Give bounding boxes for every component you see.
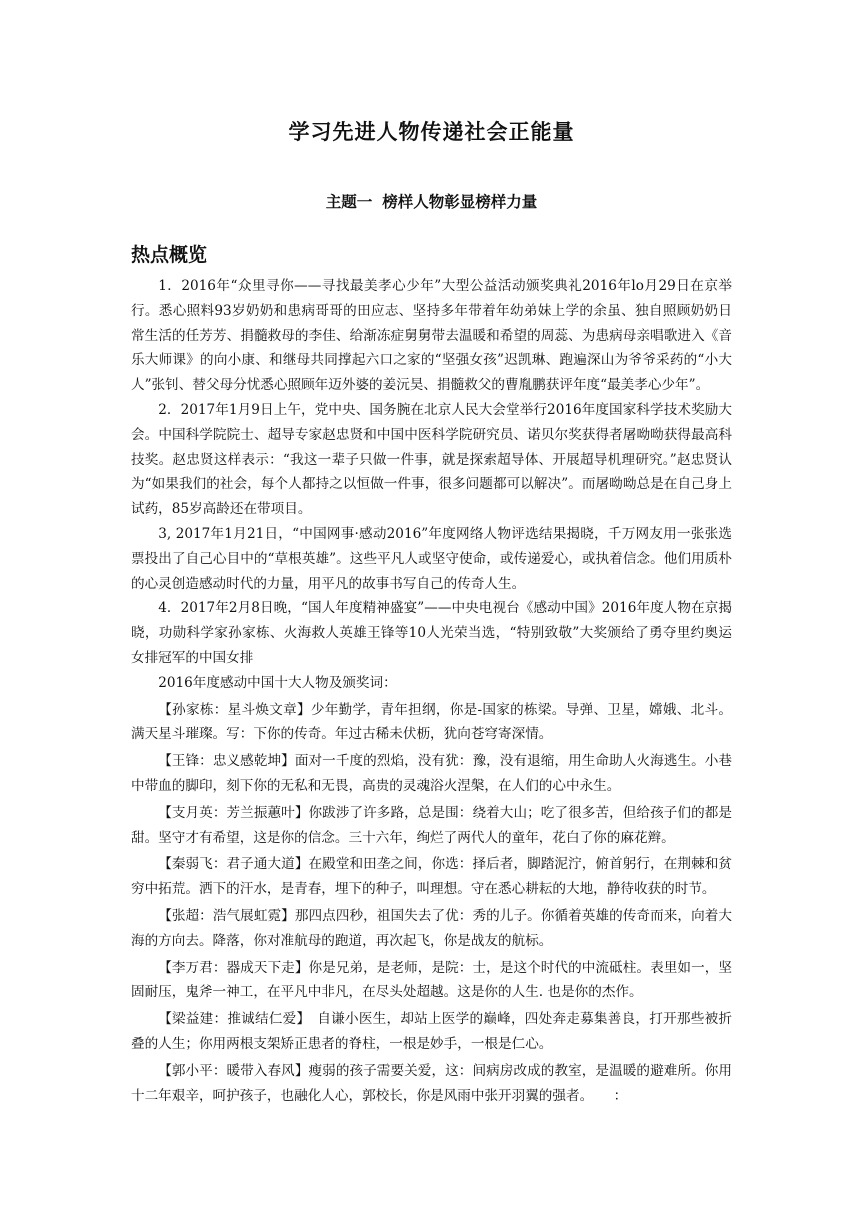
page-title: 学习先进人物传递社会正能量 <box>288 120 575 144</box>
award-item: 【张超：浩气展虹霓】那四点四秒，祖国失去了优：秀的儿子。你循着英雄的传奇而来，向着大海的方向去。降落，你对准航母的跑道，再次起飞，你是战友的航标。 <box>131 907 732 949</box>
award-list-intro: 2016年度感动中国十大人物及颁奖词： <box>158 674 397 691</box>
paragraph-1: 1．2016年“众里寻你——寻找最美孝心少年”大型公益活动颁奖典礼2016年lo月29日在京举行。悉心照料93岁奶奶和患病哥哥的田应志、坚持多年带着年幼弟妹上学的余虽、独自照顾奶奶日常生活的任芳芳、捐髓救母的李佳、给渐冻症舅舅带去温暖和希望的周蕊、为患病母亲唱歌进入《音乐大师课》的向小康、和继母共同撑起六口之家的“坚强女孩”迟凯琳、跑遍深山为爷爷采药的“小大人”张钊、替父母分忧悉心照顾年迈外婆的姜沅昊、捐髓救父的曹胤鹏获评年度“最美孝心少年”。 <box>131 278 732 394</box>
award-item: 【郭小平：暖带入春风】瘦弱的孩子需要关爱，这：间病房改成的教室，是温暖的避难所。你用十二年艰辛，呵护孩子，也融化人心，郭校长，你是风雨中张开羽翼的强者。 ： <box>131 1062 732 1104</box>
award-item: 【梁益建：推诚结仁爱】 自谦小医生，却站上医学的巅峰，四处奔走募集善良，打开那些被折叠的人生；你用两根支架矫正患者的脊柱，一根是妙手，一根是仁心。 <box>131 1011 732 1052</box>
topic-label: 主题一 <box>325 193 373 211</box>
section-heading: 热点概览 <box>131 244 208 266</box>
topic-subtitle <box>131 190 732 214</box>
award-item: 【支月英：芳兰振蕙叶】你跋涉了许多路，总是围：绕着大山；吃了很多苦，但给孩子们的都是甜。坚守才有希望，这是你的信念。三十六年，绚烂了两代人的童年，花白了你的麻花辫。 <box>131 804 732 846</box>
paragraph-3: 3, 2017年1月21日，“中国网事·感动2016”年度网络人物评选结果揭晓，千万网友用一张张选票投出了自己心目中的“草根英雄”。这些平凡人或坚守使命，或传递爱心，或执着信念。他们用质朴的心灵创造感动时代的力量，用平凡的故事书写自己的传奇人生。 <box>131 525 732 592</box>
paragraph-4: 4．2017年2月8日晚，“国人年度精神盛宴”——中央电视台《感动中国》2016年度人物在京揭晓，功勋科学家孙家栋、火海救人英雄王锋等10人光荣当选，“特别致敬”大奖颁给了勇夺里约奥运女排冠军的中国女排 <box>131 600 732 666</box>
topic-text: 榜样人物彰显榜样力量 <box>382 193 538 211</box>
award-item: 【王锋：忠义感乾坤】面对一千度的烈焰，没有犹：豫，没有退缩，用生命助人火海逃生。小巷中带血的脚印，刻下你的无私和无畏，高贵的灵魂浴火涅槃，在人们的心中永生。 <box>131 753 732 794</box>
body-text <box>131 274 732 1108</box>
award-item: 【秦弱飞：君子通大道】在殿堂和田垄之间，你选：择后者，脚踏泥泞，俯首躬行，在荆棘和贫穷中拓荒。洒下的汗水，是青春，埋下的种子，叫理想。守在悉心耕耘的大地，静待收获的时节。 <box>131 856 732 898</box>
award-item: 【李万君：器成天下走】你是兄弟，是老师，是院：士，是这个时代的中流砥柱。表里如一，坚固耐压，鬼斧一神工，在平凡中非凡，在尽头处超越。这是你的人生. 也是你的杰作。 <box>131 959 732 1001</box>
award-item: 【孙家栋：星斗焕文章】少年勤学，青年担纲，你是-国家的栋梁。导弹、卫星，嫦娥、北斗。满天星斗璀璨。写：下你的传奇。年过古稀未伏枥，犹向苍穹寄深情。 <box>131 701 732 743</box>
paragraph-2: 2．2017年1月9日上午，党中央、国务腕在北京人民大会堂举行2016年度国家科学技术奖励大会。中国科学院院士、超导专家赵忠贤和中国中医科学院研究员、诺贝尔奖获得者屠呦呦获得最高科技奖。赵忠贤这样表示：“我这一辈子只做一件事，就是探索超导体、开展超导机理研究。”赵忠贤认为“如果我们的社会，每个人都持之以恒做一件事，很多问题都可以解决”。而屠呦呦总是在自己身上试药，85岁高龄还在带项目。 <box>131 401 732 518</box>
